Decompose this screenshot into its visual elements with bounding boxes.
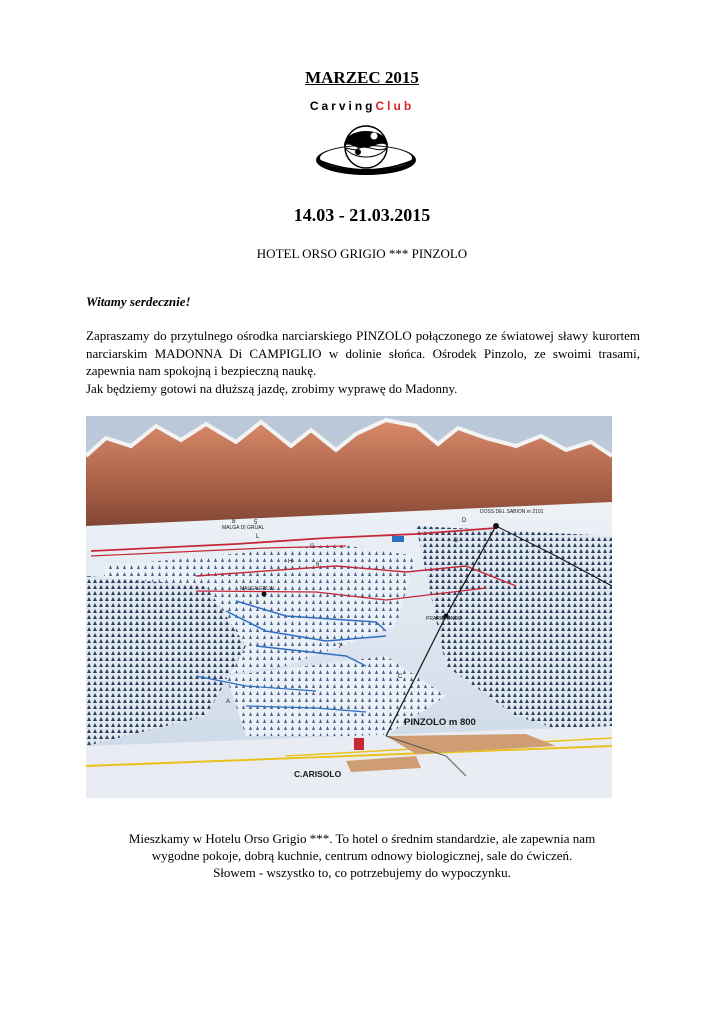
map-piste-label: D <box>462 518 467 524</box>
intro-line-4: Jak będziemy gotowi na dłuższą jazdę, zrobimy wyprawę do Madonny. <box>86 380 458 396</box>
outro-line-3: Słowem - wszystko to, co potrzebujemy do wypoczynku. <box>213 865 511 880</box>
map-label-town: PINZOLO m 800 <box>404 717 476 728</box>
map-piste-label: H <box>288 559 293 565</box>
carving-club-logo-icon <box>314 120 418 178</box>
map-label-grual2: MALGA GRUAL <box>240 586 276 592</box>
map-piste-label: C <box>398 674 403 680</box>
map-label-village: C.ARISOLO <box>294 769 342 779</box>
map-piste-label: G <box>310 544 315 550</box>
map-piste-label: 2 <box>482 546 486 552</box>
map-label-doss: DOSS DEL SABION m 2101 <box>480 509 544 515</box>
map-piste-label: L <box>256 534 260 540</box>
outro-paragraph <box>0 830 724 881</box>
event-dates: 14.03 - 21.03.2015 <box>293 205 431 225</box>
map-piste-label: 6 <box>316 562 320 568</box>
map-piste-label: 7 <box>338 644 342 650</box>
intro-paragraph <box>86 327 640 397</box>
map-piste-label: I <box>256 600 258 606</box>
map-piste-label: A <box>226 699 231 705</box>
intro-line-3: Pinzolo, ze swoimi trasami, zapewnia nam spokojną i bezpieczną naukę. <box>86 345 640 378</box>
page-title: MARZEC 2015 <box>305 68 419 87</box>
outro-line-2: wygodne pokoje, dobrą kuchnie, centrum odnowy biologicznej, sale do ćwiczeń. <box>151 848 573 863</box>
map-piste-label: 8 <box>232 519 236 525</box>
intro-line-1: Zapraszamy do przytulnego ośrodka narciarskiego PINZOLO połączonego ze światowej <box>86 328 554 343</box>
club-name <box>0 99 724 113</box>
greeting: Witamy serdecznie! <box>86 294 191 309</box>
outro-line-1: Mieszkamy w Hotelu Orso Grigio ***. To hotel o średnim standardzie, ale zapewnia nam <box>128 831 596 846</box>
hotel-name: HOTEL ORSO GRIGIO *** PINZOLO <box>256 246 468 261</box>
intro-line-2: sławy kurortem narciarskim MADONNA Di CAMPIGLIO w dolinie słońca. Ośrodek <box>86 328 641 361</box>
map-label-grual: MALGA DI GRUAL <box>222 525 265 531</box>
club-name-part1: Carving <box>309 99 376 113</box>
ski-resort-map <box>86 416 612 798</box>
club-name-part2: Club <box>375 99 415 113</box>
map-piste-label: 5 <box>254 520 258 526</box>
map-label-prarotondo: PRAROTONDO <box>426 616 462 622</box>
map-piste-label: B <box>454 538 459 544</box>
